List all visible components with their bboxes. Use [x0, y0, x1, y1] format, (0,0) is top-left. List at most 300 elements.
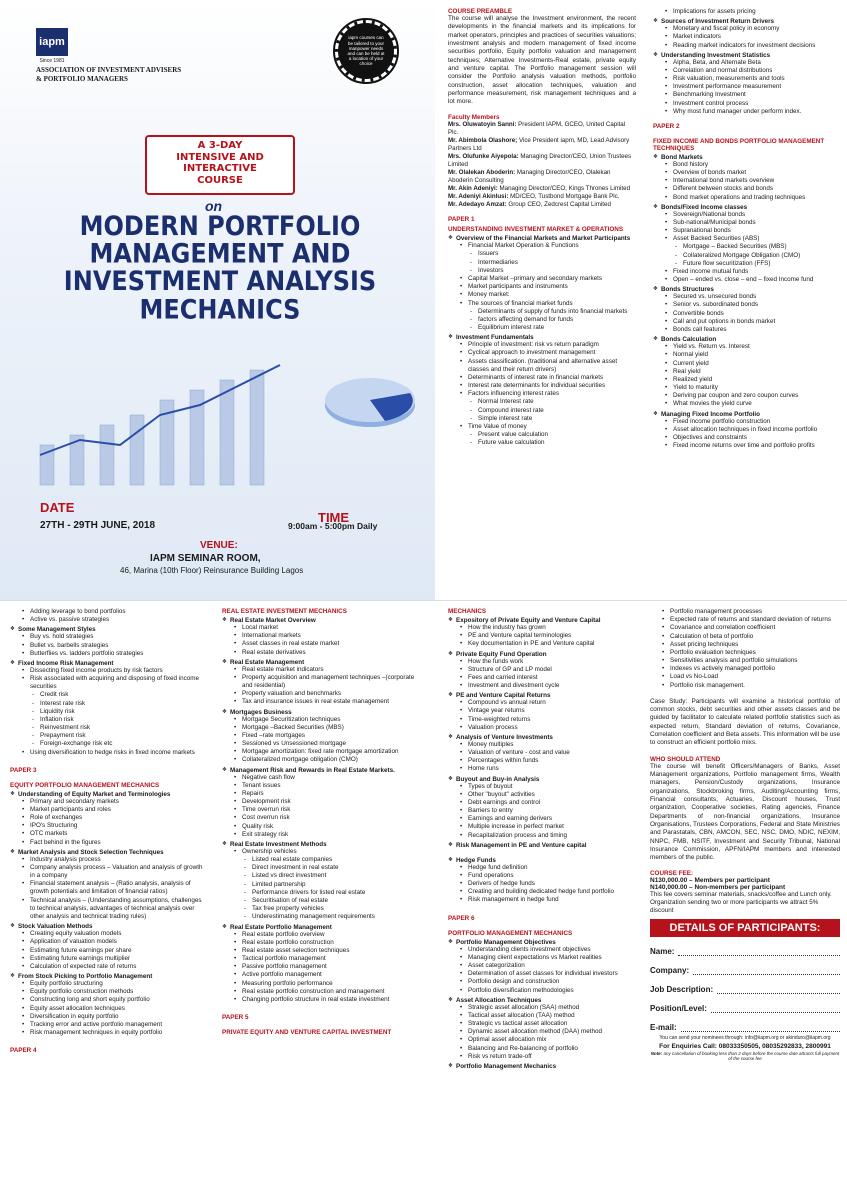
- list-item: • Secured vs. unsecured bonds: [673, 293, 835, 301]
- list-item: • Vintage year returns: [468, 707, 638, 715]
- faculty-name: Mr. Olalekan Aboderin:: [448, 168, 516, 176]
- list-item: • Yield vs. Return vs. Interest: [673, 343, 835, 351]
- list-item: • Understanding clients investment objectives: [468, 946, 638, 954]
- bullet-list: [653, 343, 835, 408]
- private-equity-column: [448, 608, 638, 1196]
- list-item: • IPO's Structuring: [30, 822, 205, 830]
- section-heading: ❖ Real Estate Investment Methods: [222, 841, 417, 848]
- list-item: • Monetary and fiscal policy in economy: [673, 25, 835, 33]
- list-item: • Strategic vs tactical asset allocation: [468, 1020, 638, 1028]
- faculty-member: [448, 185, 636, 193]
- list-item: • Cyclical approach to investment management: [468, 349, 636, 357]
- paper1-label: PAPER 1: [448, 216, 475, 224]
- list-item: • Dissecting fixed income products by risk factors: [30, 667, 205, 675]
- list-item: • How the industry has grown: [468, 624, 638, 632]
- real-estate-column: [222, 608, 417, 1196]
- list-item: • Bond market operations and trading techniques: [673, 194, 835, 202]
- list-item: • Adding leverage to bond portfolios: [30, 608, 205, 616]
- section-heading: ❖ Real Estate Market Overview: [222, 617, 417, 624]
- section-heading: ❖ Hedge Funds: [448, 857, 638, 864]
- iapm-logo: iapm: [36, 28, 68, 56]
- list-item: • Asset classes in real estate market: [242, 640, 417, 648]
- bullet-list: [448, 783, 638, 840]
- list-item: • Asset Backed Securities (ABS): [673, 235, 835, 243]
- list-item: • Time-weighted returns: [468, 716, 638, 724]
- list-item: • Repairs: [242, 790, 417, 798]
- faculty-name: Mr. Adeniyi Akinlusi:: [448, 193, 509, 201]
- list-item: • Risk valuation, measurements and tools: [673, 75, 835, 83]
- bullet-list: [653, 59, 835, 116]
- list-item: - Investors: [478, 267, 636, 275]
- faculty-member: [448, 153, 636, 169]
- list-item: - Listed vs direct investment: [252, 872, 417, 880]
- list-item: • Investment and divestment cycle: [468, 682, 638, 690]
- list-item: • Tactical asset allocation (TAA) method: [468, 1012, 638, 1020]
- list-item: • Passive portfolio management: [242, 963, 417, 971]
- form-input-line[interactable]: [693, 967, 840, 975]
- list-item: • Role of exchanges: [30, 814, 205, 822]
- list-item: - Listed real estate companies: [252, 856, 417, 864]
- list-item: • Cost overrun risk: [242, 814, 417, 822]
- bullet-list: [448, 624, 638, 649]
- list-item: • Time overrun risk: [242, 806, 417, 814]
- bullet-list: [653, 211, 835, 244]
- paper2-label: PAPER 2: [653, 122, 680, 130]
- list-item: • Real estate asset selection techniques: [242, 947, 417, 955]
- list-item: - Mortgage – Backed Securities (MBS): [683, 243, 835, 251]
- list-item: • Risk associated with acquiring and disposing of fixed income securities: [30, 675, 205, 691]
- list-item: • Fixed –rate mortgages: [242, 732, 417, 740]
- list-item: • Other "buyout" activities: [468, 791, 638, 799]
- faculty-role: Managing Director/CEO, Kings Thrones Limited: [499, 185, 631, 193]
- list-item: • Real estate portfolio overview: [242, 931, 417, 939]
- bullet-list: [448, 1004, 638, 1061]
- list-item: - Underestimating management requirements: [252, 913, 417, 921]
- list-item: • Home runs: [468, 765, 638, 773]
- bullet-list: [10, 930, 205, 971]
- paper6-label: PAPER 6: [448, 914, 475, 922]
- list-item: • Valuation process: [468, 724, 638, 732]
- cover-panel: [0, 0, 435, 600]
- list-item: • Balancing and Re-balancing of portfolio: [468, 1045, 638, 1053]
- date-value: 27TH - 29TH JUNE, 2018: [40, 520, 156, 531]
- faculty-title: Faculty Members: [448, 113, 500, 121]
- faculty-member: [448, 169, 636, 185]
- list-item: • Tracking error and active portfolio management: [30, 1021, 205, 1029]
- faculty-name: Mr. Adedayo Amzat:: [448, 201, 507, 209]
- faculty-list: [448, 121, 636, 210]
- section-heading: ❖ Bonds Structures: [653, 286, 835, 293]
- details-banner: DETAILS OF PARTICIPANTS:: [650, 919, 840, 937]
- list-item: • Open – ended vs. close – end – fixed Income fund: [673, 276, 835, 284]
- list-item: • Calculation of expected rate of returns: [30, 963, 205, 971]
- section-heading: ❖ Management Risk and Rewards in Real Estate Markets.: [222, 767, 417, 774]
- list-item: • Property acquisition and management techniques –(corporate and residential): [242, 674, 417, 690]
- paper3-label: PAPER 3: [10, 766, 37, 774]
- dash-list: [653, 243, 835, 268]
- list-item: • Sensitivities analysis and portfolio simulations: [670, 657, 840, 665]
- list-item: • Fixed income returns over time and portfolio profits: [673, 442, 835, 450]
- section-heading: ❖ Bonds Calculation: [653, 336, 835, 343]
- section-heading: ❖ Asset Allocation Techniques: [448, 997, 638, 1004]
- form-input-line[interactable]: [711, 1005, 840, 1013]
- bullet-list: [222, 624, 417, 657]
- list-item: - Inflation risk: [40, 716, 205, 724]
- section-heading: ❖ Risk Management in PE and Venture capital: [448, 842, 638, 849]
- list-item: • Constructing long and short equity portfolio: [30, 996, 205, 1004]
- bullet-list: • Time Value of money: [448, 423, 636, 431]
- list-item: • Assets classification. (traditional and alternative asset classes and their return drivers): [468, 358, 636, 374]
- list-item: • Risk management techniques in equity portfolio: [30, 1029, 205, 1037]
- form-row: [650, 985, 840, 994]
- list-item: • Portfolio risk management.: [670, 682, 840, 690]
- venue-line2: 46, Marina (10th Floor) Reinsurance Building Lagos: [120, 566, 304, 575]
- list-item: • Market participants and instruments: [468, 283, 636, 291]
- list-item: • Bond history: [673, 161, 835, 169]
- section-heading: ❖ Investment Fundamentals: [448, 334, 636, 341]
- statistics-bonds-column: [653, 8, 835, 594]
- section-heading: ❖ Private Equity Fund Operation: [448, 651, 638, 658]
- dash-list: [448, 398, 636, 423]
- list-item: • Multiple increase in perfect market: [468, 823, 638, 831]
- list-item: - factors affecting demand for funds: [478, 316, 636, 324]
- list-item: • Money market:: [468, 291, 636, 299]
- tailor-seal: iapm courses can be tailored to your manpower needs and can be held at a location of your choice: [335, 20, 397, 82]
- preamble-column: [448, 8, 636, 594]
- list-item: - Compound interest rate: [478, 407, 636, 415]
- fee-non-members: N140,000.00 – Non-members per participant: [650, 883, 786, 891]
- bullet-list: [448, 864, 638, 905]
- paper2-title: FIXED INCOME AND BONDS PORTFOLIO MANAGEMENT TECHNIQUES: [653, 137, 825, 152]
- time-value: 9:00am - 5:00pm Daily: [288, 521, 378, 531]
- list-item: • How the funds work: [468, 658, 638, 666]
- list-item: • Company analysis process – Valuation and analysis of growth in a company: [30, 864, 205, 880]
- faculty-role: Managing Director/CEO, Union Trustees Limited: [448, 152, 632, 168]
- participant-form: [650, 947, 840, 1032]
- registration-column: [650, 608, 840, 1196]
- date-label: DATE: [40, 500, 75, 515]
- list-item: • Derivers of hedge funds: [468, 880, 638, 888]
- list-item: • Reading market indicators for investment decisions: [673, 42, 835, 50]
- list-item: • Industry analysis process: [30, 856, 205, 864]
- list-item: • Butterflies vs. ladders portfolio strategies: [30, 650, 205, 658]
- list-item: • Earnings and earning derivers: [468, 815, 638, 823]
- list-item: • Equity portfolio structuring: [30, 980, 205, 988]
- list-item: • Covariance and correlation coefficient: [670, 624, 840, 632]
- list-item: - Direct investment in real estate: [252, 864, 417, 872]
- list-item: - Credit risk: [40, 691, 205, 699]
- bullet-list: [222, 931, 417, 1005]
- list-item: - Simple interest rate: [478, 415, 636, 423]
- section-heading: ❖ Real Estate Portfolio Management: [222, 924, 417, 931]
- faculty-name: Mrs. Oluwatoyin Sanni:: [448, 120, 517, 128]
- form-input-line[interactable]: [717, 986, 840, 994]
- list-item: • Risk vs return trade-off: [468, 1053, 638, 1061]
- list-item: • Ownership vehicles: [242, 848, 417, 856]
- list-item: • Asset categorization: [468, 962, 638, 970]
- list-item: • Sovereign/National bonds: [673, 211, 835, 219]
- list-item: • Capital Market –primary and secondary markets: [468, 275, 636, 283]
- list-item: • What movies the yield curve: [673, 400, 835, 408]
- form-input-line[interactable]: [681, 1024, 840, 1032]
- section-heading: ❖ Real Estate Management: [222, 659, 417, 666]
- dash-list: [222, 856, 417, 921]
- list-item: • Investment performance measurement: [673, 83, 835, 91]
- paper3-title: EQUITY PORTFOLIO MANAGEMENT MECHANICS: [10, 781, 160, 789]
- list-item: • Structure of GP and LP model: [468, 666, 638, 674]
- preamble-title: COURSE PREAMBLE: [448, 8, 513, 15]
- list-item: • Factors influencing interest rates: [468, 390, 636, 398]
- form-row: [650, 947, 840, 956]
- list-item: • Exit strategy risk: [242, 831, 417, 839]
- list-item: • Why most fund manager under perform index.: [673, 108, 835, 116]
- section-heading: ❖ Stock Valuation Methods: [10, 923, 205, 930]
- list-item: • Development risk: [242, 798, 417, 806]
- bullet-list: [653, 25, 835, 50]
- mechanics-title: MECHANICS: [448, 608, 487, 615]
- section-heading: ❖ Sources of Investment Return Drivers: [653, 18, 835, 25]
- list-item: • Equity portfolio construction methods: [30, 988, 205, 996]
- list-item: • Expected rate of returns and standard deviation of returns: [670, 616, 840, 624]
- list-item: - Equilibrium interest rate: [478, 324, 636, 332]
- faculty-name: Mr. Abimbola Olashore;: [448, 136, 518, 144]
- list-item: • Financial statement analysis – (Ratio analysis, analysis of growth potentials and limitation of financial ratios): [30, 880, 205, 896]
- nominees-text: You can send your nominees through: info@iiapm.org or akinduro@iiapm.org: [659, 1035, 831, 1042]
- list-item: • Benchmarking Investment: [673, 91, 835, 99]
- section-heading: ❖ From Stock Picking to Portfolio Management: [10, 973, 205, 980]
- list-item: • Asset pricing techniques: [670, 641, 840, 649]
- list-item: • Real estate market indicators: [242, 666, 417, 674]
- list-item: • Determination of asset classes for individual investors: [468, 970, 638, 978]
- list-item: • Call and put options in bonds market: [673, 318, 835, 326]
- dash-list: [448, 308, 636, 333]
- list-item: • Market participants and roles: [30, 806, 205, 814]
- org-name: ASSOCIATION OF INVESTMENT ADVISERS & PORTFOLIO MANAGERS: [36, 66, 182, 83]
- equity-column: [10, 608, 205, 1196]
- section-heading: ❖ Overview of the Financial Markets and Market Participants: [448, 235, 636, 242]
- list-item: • Creating equity valuation models: [30, 930, 205, 938]
- form-row: [650, 1004, 840, 1013]
- list-item: • Fees and carried interest: [468, 674, 638, 682]
- list-item: • Real estate portfolio construction and management: [242, 988, 417, 996]
- list-item: • Portfolio design and construction: [468, 978, 638, 986]
- bullet-list: [10, 633, 205, 658]
- form-input-line[interactable]: [678, 948, 840, 956]
- list-item: - Liquidity risk: [40, 708, 205, 716]
- section-heading: ❖ Fixed Income Risk Management: [10, 660, 205, 667]
- section-heading: ❖ Mortgages Business: [222, 709, 417, 716]
- section-heading: ❖ Portfolio Management Objectives: [448, 939, 638, 946]
- list-item: • Tactical portfolio management: [242, 955, 417, 963]
- list-item: - Intermediaries: [478, 259, 636, 267]
- list-item: • Indexes vs actively managed portfolio: [670, 665, 840, 673]
- list-item: • Mortgage Securitization techniques: [242, 716, 417, 724]
- list-item: • Property valuation and benchmarks: [242, 690, 417, 698]
- list-item: - Reinvestment risk: [40, 724, 205, 732]
- section-heading: ❖ Some Management Styles: [10, 626, 205, 633]
- list-item: • Local market: [242, 624, 417, 632]
- list-item: • Types of buyout: [468, 783, 638, 791]
- form-label: E-mail:: [650, 1023, 677, 1033]
- list-item: • PE and Venture capital terminologies: [468, 632, 638, 640]
- list-item: • Negative cash flow: [242, 774, 417, 782]
- faculty-role: Managing Director/CEO, Olalekan Aboderin Consulting: [448, 168, 611, 185]
- faculty-role: Group CEO, Zedcrest Capital Limited: [508, 201, 611, 209]
- list-item: • Dynamic asset allocation method (DAA) method: [468, 1028, 638, 1036]
- list-item: • Fund operations: [468, 872, 638, 880]
- list-item: • Mortgage amortization: fixed rate mortgage amortization: [242, 748, 417, 756]
- list-item: • Barriers to entry: [468, 807, 638, 815]
- list-item: • Deriving par coupon and zero coupon curves: [673, 392, 835, 400]
- list-item: • Managing client expectations vs Market realities: [468, 954, 638, 962]
- list-item: • Changing portfolio structure in real estate investment: [242, 996, 417, 1004]
- enquiries-text: For Enquiries Call: 08033350505, 08035292833, 2800991: [659, 1043, 831, 1051]
- fold-line: [0, 600, 847, 601]
- bullet-list: [448, 741, 638, 774]
- list-item: • Mortgage –Backed Securities (MBS): [242, 724, 417, 732]
- form-row: [650, 966, 840, 975]
- list-item: • Money multiples: [468, 741, 638, 749]
- list-item: • Calculation of beta of portfolio: [670, 633, 840, 641]
- section-heading: ❖ Understanding Investment Statistics: [653, 52, 835, 59]
- list-item: • Debt earnings and control: [468, 799, 638, 807]
- list-item: • Real yield: [673, 368, 835, 376]
- list-item: • Convertible bonds: [673, 310, 835, 318]
- list-item: - Present value calculation: [478, 431, 636, 439]
- list-item: • Equity asset allocation techniques: [30, 1005, 205, 1013]
- list-item: • Percentages within funds: [468, 757, 638, 765]
- list-item: • International bond markets overview: [673, 177, 835, 185]
- list-item: • Load vs No-Load: [670, 673, 840, 681]
- list-item: • Estimating future earnings per share: [30, 947, 205, 955]
- who-title: WHO SHOULD ATTEND: [650, 755, 721, 763]
- list-item: • Strategic asset allocation (SAA) method: [468, 1004, 638, 1012]
- list-item: - Determinants of supply of funds into financial markets: [478, 308, 636, 316]
- bullet-list: [650, 608, 840, 690]
- bullet-list: [653, 161, 835, 202]
- list-item: • Active portfolio management: [242, 971, 417, 979]
- list-item: • Hedge fund definition: [468, 864, 638, 872]
- venue-line1: IAPM SEMINAR ROOM,: [150, 553, 261, 564]
- list-item: • Compound vs annual return: [468, 699, 638, 707]
- list-item: • Sessioned vs Unsessioned mortgage: [242, 740, 417, 748]
- list-item: • Alpha, Beta, and Alternate Beta: [673, 59, 835, 67]
- dash-list: [448, 431, 636, 447]
- fee-members: N130,000.00 – Members per participant: [650, 876, 770, 884]
- bullet-list: • Using diversification to hedge risks in fixed income markets: [10, 749, 205, 757]
- list-item: • The sources of financial market funds: [468, 300, 636, 308]
- section-heading: ❖ PE and Venture Capital Returns: [448, 692, 638, 699]
- list-item: • Fixed income portfolio construction: [673, 418, 835, 426]
- paper6-title: PORTFOLIO MANAGEMENT MECHANICS: [448, 929, 573, 937]
- list-item: • International markets: [242, 632, 417, 640]
- faculty-member: [448, 137, 636, 153]
- bullet-list: [222, 716, 417, 765]
- bullet-list: [10, 856, 205, 921]
- faculty-role: MD/CEO, Tustbond Mortgage Bank Plc.: [510, 193, 620, 201]
- section-heading: ❖ Portfolio Management Mechanics: [448, 1063, 638, 1070]
- list-item: • Key documentation in PE and Venture capital: [468, 640, 638, 648]
- section-heading: ❖ Market Analysis and Stock Selection Techniques: [10, 849, 205, 856]
- paper4-label: PAPER 4: [10, 1047, 37, 1055]
- list-item: • Recapitalization process and timing: [468, 832, 638, 840]
- list-item: - Collateralized Mortgage Obligation (CMO): [683, 252, 835, 260]
- list-item: • Portfolio evaluation techniques: [670, 649, 840, 657]
- list-item: - Normal Interest rate: [478, 398, 636, 406]
- bullet-list: [10, 980, 205, 1037]
- list-item: • Different between stocks and bonds: [673, 185, 835, 193]
- list-item: • Bullet vs. barbells strategies: [30, 642, 205, 650]
- since-text: Since 1981: [39, 58, 65, 64]
- list-item: • Yield to maturity: [673, 384, 835, 392]
- faculty-name: Mrs. Olufunke Aiyepola:: [448, 152, 519, 160]
- form-label: Position/Level:: [650, 1004, 707, 1014]
- list-item: • Current yield: [673, 360, 835, 368]
- section-heading: ❖ Expository of Private Equity and Venture Capital: [448, 617, 638, 624]
- list-item: • Measuring portfolio performance: [242, 980, 417, 988]
- list-item: • OTC markets: [30, 830, 205, 838]
- course-badge: A 3-DAY INTENSIVE AND INTERACTIVE COURSE: [145, 135, 295, 195]
- bullet-list: [448, 658, 638, 691]
- form-label: Job Description:: [650, 985, 714, 995]
- paper5-title: PRIVATE EQUITY AND VENTURE CAPITAL INVESTMENT: [222, 1029, 392, 1037]
- list-item: - Limited partnership: [252, 881, 417, 889]
- list-item: • Realized yield: [673, 376, 835, 384]
- list-item: - Foreign-exchange risk etc: [40, 740, 205, 748]
- bullet-list: [448, 946, 638, 995]
- venue-label: VENUE:: [200, 540, 238, 551]
- list-item: • Fact behind in the figures: [30, 839, 205, 847]
- list-item: • Tax and insurance issues in real estate management: [242, 698, 417, 706]
- faculty-role: Vice President iapm, MD, Lead Advisory Partners Ltd: [448, 136, 630, 152]
- bullet-list: [10, 608, 205, 624]
- list-item: • Buy vs. hold strategies: [30, 633, 205, 641]
- list-item: • Quality risk: [242, 823, 417, 831]
- faculty-member: [448, 121, 636, 137]
- list-item: • Determinants of interest rate in financial markets: [468, 374, 636, 382]
- bullet-list: [653, 293, 835, 334]
- list-item: • Collateralized mortgage obligation (CMO): [242, 756, 417, 764]
- list-item: - Interest rate risk: [40, 700, 205, 708]
- faculty-name: Mr. Akin Adeniyi:: [448, 185, 498, 193]
- list-item: - Prepayment risk: [40, 732, 205, 740]
- section-heading: ❖ Managing Fixed Income Portfolio: [653, 411, 835, 418]
- time-label: TIME: [318, 510, 350, 525]
- bullet-list: • Financial Market Operation & Functions: [448, 242, 636, 250]
- fee-note: This fee covers seminar materials, snacks/coffee and Lunch only. Organization sending two or more participants we attract 5% discount: [650, 890, 832, 914]
- list-item: • Diversification in equity portfolio: [30, 1013, 205, 1021]
- list-item: • Normal yield: [673, 351, 835, 359]
- bullet-list: [222, 774, 417, 839]
- cancellation-note: Note: any cancellation of booking less than 2 days before the course date attracts full payment of the course fee: [650, 1051, 840, 1062]
- form-row: [650, 1023, 840, 1032]
- list-item: • Market indicators: [673, 33, 835, 41]
- list-item: - Issuers: [478, 250, 636, 258]
- list-item: • Application of valuation models: [30, 938, 205, 946]
- faculty-role: President IAPM, GCEO, United Capital Plc.: [448, 120, 626, 136]
- list-item: - Tax free property vehicles: [252, 905, 417, 913]
- list-item: • Primary and secondary markets: [30, 798, 205, 806]
- dash-list: [448, 250, 636, 275]
- chart-illustration: [0, 345, 435, 495]
- preamble-text: The course will analyse the Investment environment, the recent developments in the financial markets and its implications for market operators, principles and practices of securities valuations; investment analysis and modern management of fixed income securities portfolio, Equity portfolio valuation and management techniques; Alternative Investments-Real estate, private equity and venture capital. The Portfolio management session will consider the Portfolio analysis valuation methods, portfolio construction, asset allocation techniques, valuation and performance measurement, risk management techniques and a lot more.: [448, 15, 636, 106]
- on-word: on: [205, 198, 223, 214]
- section-heading: ❖ Buyout and Buy-in Analysis: [448, 776, 638, 783]
- bullet-list: [448, 275, 636, 308]
- list-item: • Portfolio diversification methodologies: [468, 987, 638, 995]
- paper1-title: UNDERSTANDING INVESTMENT MARKET & OPERATIONS: [448, 226, 624, 234]
- bullet-list: [448, 699, 638, 732]
